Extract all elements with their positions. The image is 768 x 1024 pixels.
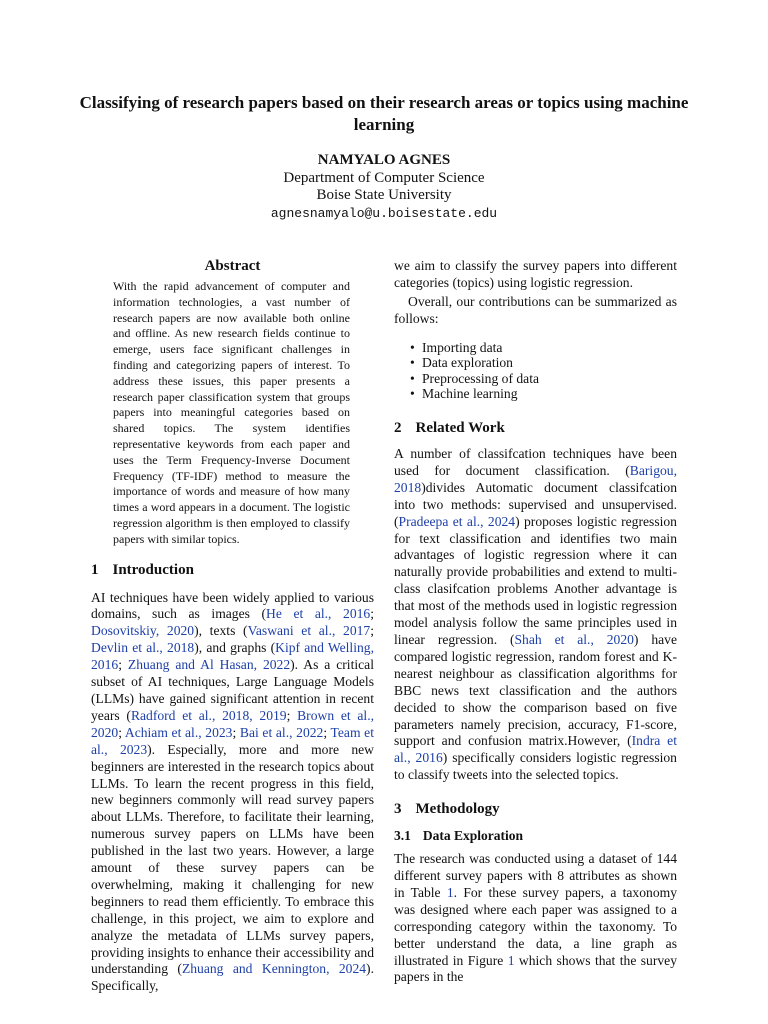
data-exploration-paragraph (394, 851, 677, 986)
citation-link[interactable]: Bai et al., 2022 (239, 724, 324, 740)
section-title: Related Work (415, 420, 505, 436)
text-run: ; (323, 724, 331, 740)
introduction-paragraph-continued: we aim to classify the survey papers into different categories (topics) using logistic regression. (394, 258, 677, 290)
bullet-icon: • (410, 355, 415, 371)
text-run: ; (232, 724, 240, 740)
bullet-icon: • (410, 386, 415, 402)
citation-link[interactable]: Dosovitskiy, 2020 (91, 623, 195, 639)
list-item-label: Importing data (422, 339, 503, 355)
text-run: which shows that the survey papers in the (394, 952, 678, 985)
citation-link[interactable]: Zhuang and Kennington, 2024 (181, 961, 367, 977)
list-item-label: Preprocessing of data (422, 370, 540, 386)
text-run: A number of classifcation techniques have been used for document classification. ( (394, 446, 677, 478)
subsection-title: Data Exploration (422, 828, 524, 844)
author-name: NAMYALO AGNES (317, 152, 451, 168)
text-run: ; (118, 724, 125, 740)
contributions-intro: Overall, our contributions can be summarized as follows: (394, 293, 677, 326)
paper-title: Classifying of research papers based on their research areas or topics using machine learning (79, 93, 689, 134)
text-run: ). As a critical subset of AI techniques, Large Language Models (LLMs) have gained significant attention in recent years ( (91, 657, 374, 723)
text-run: AI techniques have been widely applied to various domains, such as images ( (91, 589, 374, 622)
text-run: . For these survey papers, a taxonomy was designed where each paper was assigned to a corresponding category within the taxonomy. To better understand the data, a line graph as illustrated in Figure (394, 884, 677, 968)
citation-link[interactable]: Indra et al., 2016 (394, 733, 677, 766)
list-item-label: Data exploration (422, 355, 513, 371)
text-run: ), texts ( (194, 623, 248, 639)
section-number: 1 (91, 561, 99, 578)
section-number: 2 (394, 420, 402, 436)
introduction-paragraph (91, 590, 374, 996)
text-run: ) specifically considers logistic regression to classify tweets into the selected topics. (394, 750, 677, 783)
citation-link[interactable]: He et al., 2016 (266, 606, 371, 622)
abstract-text: With the rapid advancement of computer and information technologies, a vast number of research papers are now available both online and offline. As new research fields continue to emerge, users face significant challenges in finding and categorizing papers of interest. To address these issues, this paper presents a research paper classification system that groups papers into meaningful categories based on shared topics. The system identifies representative keywords from each paper and uses the Term Frequency-Inverse Document Frequency (TF-IDF) method to measure the importance of words and measure of how many times a word appears in a document. The logistic regression algorithm is then employed to classify papers with similar topics. (113, 279, 350, 546)
right-column (394, 258, 677, 986)
list-item (410, 386, 677, 402)
text-run: ) proposes logistic regression for text classification and identifies two main advantages of logistic regression where it can naturally provide probabilities and extend to multi-class clasifcation problems Another advantage is that most of the methods used in logistic regression model analysis follow the same principles used in linear regression. ( (394, 513, 677, 647)
author-department: Department of Computer Science (283, 169, 485, 186)
text-run: ) have compared logistic regression, random forest and K-nearest neighbour as classification algorithms for BBC news text classification and the authors decided to show the comparison based on five parameters namely precision, accuracy, F1-score, support and confusion matrix.However, ( (394, 631, 677, 749)
contributions-list (394, 340, 677, 402)
citation-link[interactable]: Devlin et al., 2018 (91, 640, 195, 656)
text-run: ; (370, 606, 374, 622)
left-column (91, 256, 374, 995)
subsection-number: 3.1 (394, 828, 411, 844)
citation-link[interactable]: Radford et al., 2018, 2019 (130, 707, 287, 723)
list-item-label: Machine learning (422, 386, 518, 402)
text-run: The research was conducted using a dataset of 144 different survey papers with 8 attributes as shown in Table (394, 851, 677, 900)
text-run: ; (370, 623, 374, 639)
citation-link[interactable]: Kipf and Welling, 2016 (91, 640, 374, 673)
text-run: ), and graphs ( (194, 640, 276, 656)
citation-link[interactable]: Pradeepa et al., 2024 (398, 513, 516, 529)
author-email[interactable]: agnesnamyalo@u.boisestate.edu (270, 205, 498, 221)
text-run: ; (118, 657, 128, 673)
citation-link[interactable]: Shah et al., 2020 (514, 631, 634, 647)
citation-link[interactable]: Brown et al., 2020 (91, 707, 374, 740)
citation-link[interactable]: Vaswani et al., 2017 (247, 623, 371, 639)
introduction-heading (91, 560, 374, 580)
list-item (410, 340, 677, 356)
author-university: Boise State University (316, 187, 452, 203)
section-number: 3 (394, 801, 402, 818)
abstract-heading: Abstract (204, 258, 261, 274)
table-ref-link[interactable]: 1 (446, 884, 454, 900)
text-run: ; (286, 707, 298, 723)
text-run: )divides Automatic document classifcation into two methods: supervised and unsupervised. ( (394, 479, 677, 529)
data-exploration-heading (394, 827, 677, 845)
section-title: Introduction (112, 561, 194, 578)
citation-link[interactable]: Team et al., 2023 (91, 724, 374, 757)
methodology-heading (394, 799, 677, 819)
bullet-icon: • (410, 339, 415, 355)
citation-link[interactable]: Barigou, 2018 (394, 462, 677, 495)
citation-link[interactable]: Achiam et al., 2023 (124, 724, 233, 740)
author-block (0, 152, 768, 222)
section-title: Methodology (415, 801, 500, 818)
bullet-icon: • (410, 370, 415, 386)
citation-link[interactable]: Zhuang and Al Hasan, 2022 (127, 657, 291, 673)
text-run-continued: ). Specifically, (91, 961, 374, 994)
figure-ref-link[interactable]: 1 (507, 952, 515, 968)
related-work-heading (394, 418, 677, 438)
text-run: ). Especially, more and more new beginners are interested in the research topics about LLMs. To learn the recent progress in this field, new beginners commonly will read survey papers about LLMs. Therefore, to facilitate their learning, numerous survey papers on LLMs have been published in the last two years. However, a large amount of these survey papers can be overwhelming, making it challenging for new beginners to read them efficiently. To embrace this challenge, in this project, we aim to explore and analyze the metadata of LLMs survey papers, providing insights to enhance their accessibility and understanding ( (91, 741, 374, 977)
list-item (410, 355, 677, 371)
related-work-paragraph (394, 446, 677, 784)
list-item (410, 371, 677, 387)
